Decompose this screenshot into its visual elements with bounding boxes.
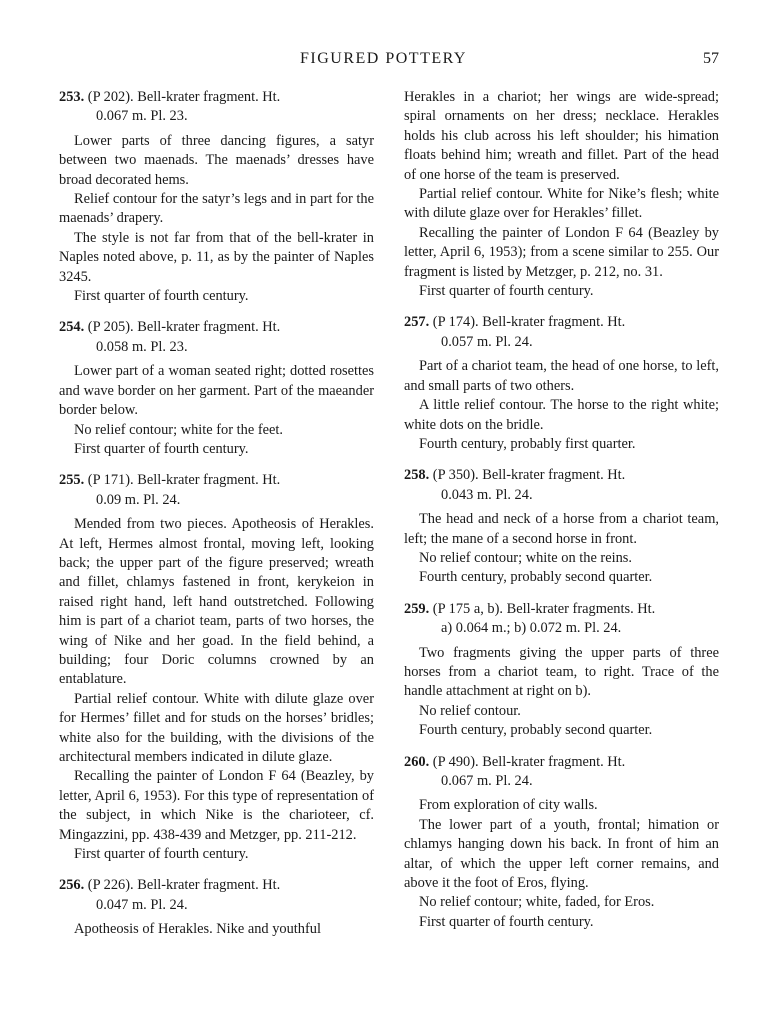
entry-number: 258. — [404, 467, 430, 484]
entry-heading — [404, 466, 719, 505]
entry-heading-line2: a) 0.064 m.; b) 0.072 m. Pl. 24. — [441, 620, 622, 637]
entry-number: 259. — [404, 600, 430, 617]
catalog-entry-254 — [59, 318, 374, 459]
entry-heading-line2: 0.067 m. Pl. 24. — [441, 773, 533, 789]
entry-paragraph: Partial relief contour. White with dilute glaze over for Hermes’ fillet and for studs on the horses’ bridles; white also for the building, with the divisions of the architectural members indicated in dilute glaze. — [59, 690, 374, 765]
entry-number: 260. — [404, 753, 430, 770]
entry-heading-line2: 0.057 m. Pl. 24. — [441, 333, 533, 350]
entry-paragraph: First quarter of fourth century. — [419, 913, 594, 930]
entry-heading — [59, 88, 374, 127]
catalog-entry-257 — [404, 313, 719, 454]
entry-paragraph: Fourth century, probably second quarter. — [419, 722, 653, 739]
entry-paragraph: No relief contour; white on the reins. — [419, 549, 632, 566]
entry-heading — [404, 600, 719, 639]
running-header — [0, 50, 777, 72]
entry-heading-line1: (P 490). Bell-krater fragment. Ht. — [432, 753, 626, 770]
entry-heading — [404, 313, 719, 352]
entry-paragraph: First quarter of fourth century. — [74, 846, 249, 863]
catalog-entry-260 — [404, 753, 719, 933]
entry-heading-line2: 0.09 m. Pl. 24. — [96, 491, 181, 508]
entry-paragraph: The style is not far from that of the bell-krater in Naples noted above, p. 11, as by the painter of Naples 3245. — [59, 229, 374, 285]
entry-paragraph: Two fragments giving the upper parts of three horses from a chariot team, to right. Trace of the handle attachment at right on b). — [404, 644, 719, 700]
catalog-entry-258 — [404, 466, 719, 587]
entry-paragraph: No relief contour; white for the feet. — [74, 421, 283, 438]
entry-paragraph: No relief contour. — [419, 702, 521, 719]
catalog-entry-253 — [59, 88, 374, 306]
entry-paragraph: Recalling the painter of London F 64 (Beazley by letter, April 6, 1953); from a scene similar to 255. Our fragment is listed by Metzger, p. 212, no. 31. — [404, 224, 719, 280]
entry-number: 254. — [59, 319, 85, 336]
catalog-entry-256 — [59, 876, 374, 939]
entry-heading-line2: 0.058 m. Pl. 23. — [96, 338, 188, 355]
entry-heading-line1: (P 171). Bell-krater fragment. Ht. — [87, 472, 281, 489]
entry-paragraph: Apotheosis of Herakles. Nike and youthful — [74, 921, 321, 938]
entry-paragraph: First quarter of fourth century. — [419, 283, 594, 300]
entry-paragraph: Lower part of a woman seated right; dotted rosettes and wave border on her garment. Part of the maeander border below. — [59, 363, 374, 419]
entry-heading — [404, 753, 719, 792]
entry-number: 256. — [59, 877, 85, 894]
entry-heading-line2: 0.067 m. Pl. 23. — [96, 108, 188, 125]
entry-heading-line1: (P 202). Bell-krater fragment. Ht. — [87, 89, 281, 105]
entry-paragraph: From exploration of city walls. — [419, 797, 598, 814]
entry-heading-line1: (P 205). Bell-krater fragment. Ht. — [87, 319, 281, 336]
page-number: 57 — [703, 50, 719, 67]
entry-paragraph: Lower parts of three dancing figures, a satyr between two maenads. The maenads’ dresses have broad decorated hems. — [59, 132, 374, 188]
catalog-entry-255 — [59, 471, 374, 864]
entry-paragraph: No relief contour; white, faded, for Eros. — [419, 894, 655, 911]
running-title: FIGURED POTTERY — [300, 50, 467, 67]
entry-paragraph: The head and neck of a horse from a chariot team, left; the mane of a second horse in front. — [404, 511, 719, 547]
entry-paragraph: Herakles in a chariot; her wings are wide-spread; spiral ornaments on her dress; necklace. Herakles holds his club across his left shoulder; his himation floats behind him; wreath and fillet. Part of the head of one horse of the team is preserved. — [404, 89, 719, 183]
entry-paragraph: First quarter of fourth century. — [74, 440, 249, 457]
entry-number: 257. — [404, 314, 430, 331]
entry-paragraph: The lower part of a youth, frontal; himation or chlamys hanging down his back. In front of him an altar, of which the upper left corner remains, and above it the foot of Eros, flying. — [404, 816, 719, 892]
entry-number: 253. — [59, 89, 85, 105]
right-column — [404, 88, 719, 944]
catalog-entry-259 — [404, 600, 719, 741]
entry-heading-line2: 0.047 m. Pl. 24. — [96, 896, 188, 913]
entry-paragraph: Partial relief contour. White for Nike’s flesh; white with dilute glaze over for Herakles’ fillet. — [404, 186, 719, 222]
entry-paragraph: Recalling the painter of London F 64 (Beazley, by letter, April 6, 1953). For this type of representation of the subject, in which Nike is the charioteer, cf. Mingazzini, pp. 438-439 and Metzger, pp. 211-212. — [59, 768, 374, 843]
left-column — [59, 88, 374, 952]
entry-heading-line2: 0.043 m. Pl. 24. — [441, 486, 533, 503]
entry-paragraph: First quarter of fourth century. — [74, 288, 249, 305]
entry-number: 255. — [59, 472, 85, 489]
entry-heading — [59, 471, 374, 510]
entry-paragraph: A little relief contour. The horse to the right white; white dots on the bridle. — [404, 397, 719, 433]
entry-paragraph: Fourth century, probably second quarter. — [419, 569, 653, 586]
entry-paragraph: Mended from two pieces. Apotheosis of Herakles. At left, Hermes almost frontal, moving left, looking back; the upper part of the figure preserved; wreath and fillet, chlamys fastened in front, kerykeion in raised right hand, left hand outstretched. Following him is part of a chariot team, parts of two horses, the wing of Nike and her goad. In the field behind, a building; four Doric columns crowned by an entablature. — [59, 516, 374, 688]
entry-heading-line1: (P 174). Bell-krater fragment. Ht. — [432, 314, 626, 331]
entry-paragraph: Fourth century, probably first quarter. — [419, 435, 636, 452]
entry-heading-line1: (P 226). Bell-krater fragment. Ht. — [87, 877, 281, 894]
entry-paragraph: Part of a chariot team, the head of one horse, to left, and small parts of two others. — [404, 358, 719, 394]
entry-paragraph: Relief contour for the satyr’s legs and in part for the maenads’ drapery. — [59, 191, 374, 227]
entry-heading-line1: (P 175 a, b). Bell-krater fragments. Ht. — [432, 600, 656, 617]
catalog-entry-256-continued — [404, 88, 719, 301]
entry-heading — [59, 318, 374, 357]
entry-heading-line1: (P 350). Bell-krater fragment. Ht. — [432, 467, 626, 484]
entry-heading — [59, 876, 374, 915]
